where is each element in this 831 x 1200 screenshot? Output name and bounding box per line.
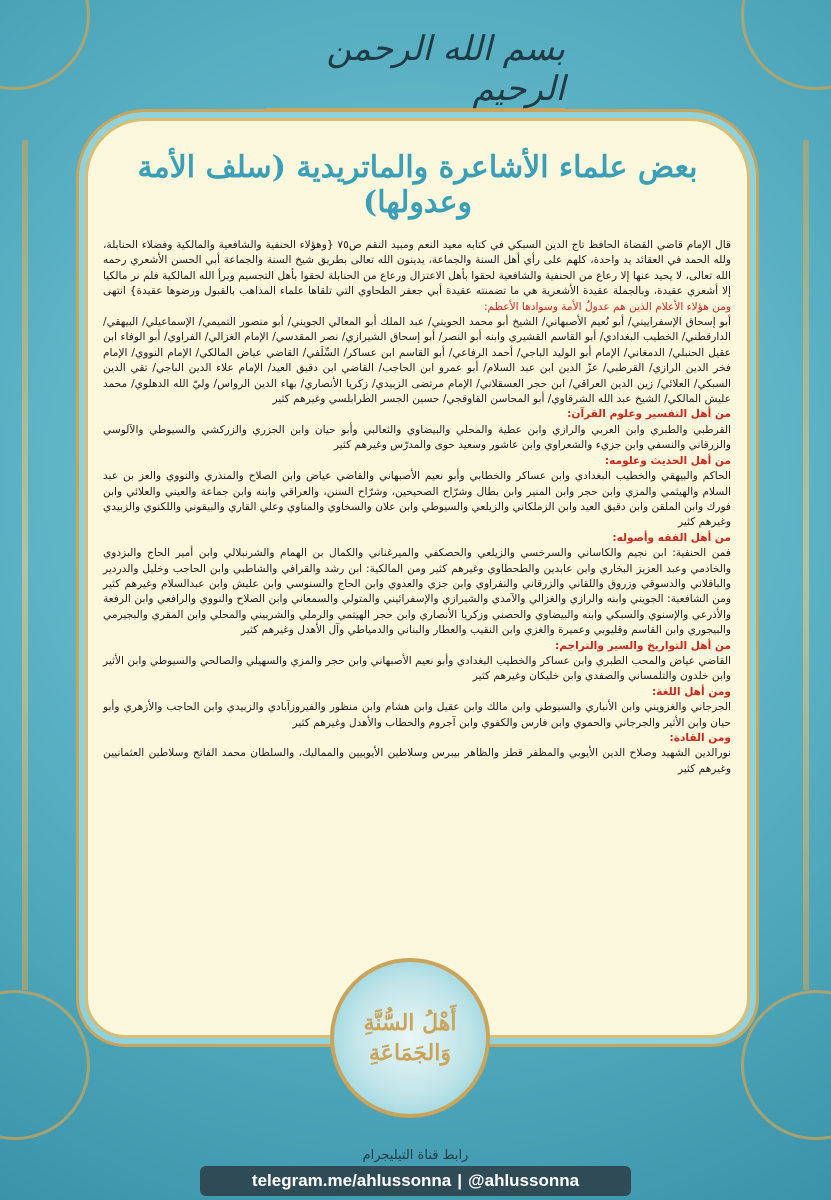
section-text-leaders: نورالدين الشهيد وصلاح الدين الأيوبي والمظفر قطز والظاهر بيبرس وسلاطين الأيوبيين والمماليك، والسلطان محمد الفاتح وسلاطين العثمانيين وغيرهم كثير [103,747,731,775]
telegram-caption: رابط قناة التيليجرام [362,1148,469,1163]
side-rule [803,140,809,990]
footer-separator: | [457,1171,463,1190]
side-rule [22,140,28,990]
page-title: بعض علماء الأشاعرة والماتريدية (سلف الأمة وعدولها) [137,150,698,220]
section-heading-history: من أهل التواريخ والسير والتراجم: [554,639,731,652]
ahlussunna-seal [330,958,490,1118]
section-text-history: القاضي عياض والمحب الطبري وابن عساكر والخطيب البغدادي وأبو نعيم الأصبهاني وابن حجر والمزي والسهيلي والصالحي والسيوطي وابن الأثير وابن خلدون والتلمساني والصفدي وابن خليكان وغيرهم كثير [103,654,731,683]
telegram-handle[interactable]: @ahlussonna [468,1171,580,1190]
section-text-hadith: الحاكم والبيهقي والخطيب البغدادي وابن عساكر والخطابي وأبو نعيم الأصبهاني والقاضي عياض وابن الصلاح والمنذري والنووي والعز بن عبد السلام والهيثمي والمزي وابن حجر وابن المنير وابن بطال وشرّاح الصحيحين، وشرّاح السنن، والعراقي وابنه وابن جماعة والعيني والعلائي وابن فورك وابن الملقن وابن دقيق العيد وابن الزملكاني والزيلعي والسيوطي وابن علان والسخاوي والمناوي وعلي القاري والبيقوني واللكنوي والزبيدي وغيرهم كثير [103,470,731,529]
section-heading-fiqh: من أهل الفقه وأصوله: [612,531,731,544]
telegram-link[interactable]: telegram.me/ahlussonna [251,1171,452,1190]
telegram-footer [200,1166,631,1196]
intro-highlight: ومن هؤلاء الأعلام الذين هم عدولُ الأمة وسوادها الأعظم: [483,300,731,313]
intro-text: قال الإمام قاضي القضاة الحافظ تاج الدين السبكي في كتابه معيد النعم ومبيد النقم ص٧٥ {وهؤلاء الحنفية والشافعية والمالكية وفضلاء الحنابلة، ولله الحمد في العقائد يد واحدة، كلهم على رأي أهل السنة والجماعة، يدينون الله تعالى بطريق شيخ السنة والجماعة أبي الحسن الأشعري رحمه الله تعالى، لا يحيد عنها إلا رعاع من الحنفية والشافعية لحقوا بأهل الاعتزال ورعاع من الحنابلة لحقوا بأهل التجسيم وبرأ الله المالكية فلم نر مالكيا إلا أشعري عقيدة، وبالجملة عقيدة الأشعرية هي ما تضمنته عقيدة أبي جعفر الطحاوي التي تلقاها علماء المذاهب بالقبول ورضوها عقيدة} انتهى [103,239,731,298]
general-list: أبو إسحاق الإسفراييني/ أبو نُعيم الأصبهاني/ الشيخ أبو محمد الجويني/ عبد الملك أبو المعالي الجويني/ أبو منصور التميمي/ الإسماعيلي/ البيهقي/ الدارقطني/ الخطيب البغدادي/ أبو القاسم القشيري وابنه أبو النصر/ أبو إسحاق الشيرازي/ نصر المقدسي/ الإمام الغزالي/ الفراوي/ أبو الوفاء ابن عقيل الحنبلي/ الدمغاني/ الإمام أبو الوليد الباجي/ أحمد الرفاعي/ أبو القاسم ابن عساكر/ السِّلَفي/ القاضي عياض المالكي/ الإمام النووي/ الإمام فخر الدين الرازي/ القرطبي/ عزّ الدين ابن عبد السلام/ أبو عمرو ابن الحاجب/ القاضي ابن دقيق العيد/ الإمام علاء الدين الباجي/ تقي الدين السبكي/ العلائي/ زين الدين العراقي/ ابن حجر العسقلاني/ الإمام مرتضى الزبيدي/ زكريا الأنصاري/ بهاء الدين الرواس/ وليّ الله الدهلوي/ محمد عليش المالكي/ الشيخ عبد الله الشرقاوي/ أبو المحاسن القاوقجي/ حسين الجسر الطرابلسي وغيرهم كثير [103,316,731,406]
basmala-calligraphy: بسم الله الرحمن الرحيم [265,30,565,110]
section-heading-leaders: ومن القادة: [669,732,731,744]
section-text-tafsir: القرطبي والطبري وابن العربي والرازي وابن عطية والمحلي والبيضاوي والثعالبي وأبو حيان وابن الجزري والزركشي والسيوطي والآلوسي والزرقاني والنسفي وابن جزيء والشعراوي وابن عاشور وسعيد حوى والمدرّس وغيرهم كثير [103,423,731,452]
intro-paragraph [103,238,731,315]
seal-line-1: أَهْلُ السُّنَّةِ [363,1010,457,1036]
section-heading-tafsir: من أهل التفسير وعلوم القرآن: [567,408,731,421]
section-heading-language: ومن أهل اللغة: [651,685,731,698]
section-heading-hadith: من أهل الحديث وعلومه: [604,454,731,467]
seal-line-2: وَالجَمَاعَةِ [369,1040,451,1066]
section-text-fiqh: فمن الحنفية: ابن نجيم والكاساني والسرخسي والزيلعي والحصكفي والميرغناني والكمال بن الهمام والشرنبلالي وابن أمير الحاج والبزدوي والخادمي وعبد العزيز البخاري وابن عابدين والطحطاوي وغيرهم كثير ومن المالكية: ابن رشد والقرافي والشاطبي وابن الحاجب وخليل والدردير والباقلاني والدسوقي وزروق واللقاني والزرقاني والنفراوي وابن جزي والعدوي وابن الحاج والسنوسي وابن عليش وابن عبدالسلام وغيرهم كثير ومن الشافعية: الجويني وابنه والرازي والغزالي والآمدي والشيرازي والإسفرائيني والمتولي والسمعاني وابن الصلاح والنووي والرافعي وابن الرفعة والأذرعي والإسنوي والسبكي وابنه والبيضاوي والحصني وزكريا الأنصاري وابن حجر الهيتمي والرملي والشربيني والمحلي وابن المقري والبجيرمي والبيجوري وابن القاسم وقليوبي وعميرة والغزي وابن النقيب والعطار والبناني والدمياطي وآل الأهدل وغيرهم كثير [103,547,731,637]
section-text-language: الجرجاني والغزويني وابن الأنباري والسيوطي وابن مالك وابن عقيل وابن هشام وابن منظور والفيروزآبادي والزبيدي وابن الحاجب والأزهري وأبو حيان وابن الأثير والجرجاني والحموي وابن فارس والكفوي وابن آجروم والحطاب والأهدل وغيرهم كثير [103,701,731,729]
document-body [103,238,731,777]
